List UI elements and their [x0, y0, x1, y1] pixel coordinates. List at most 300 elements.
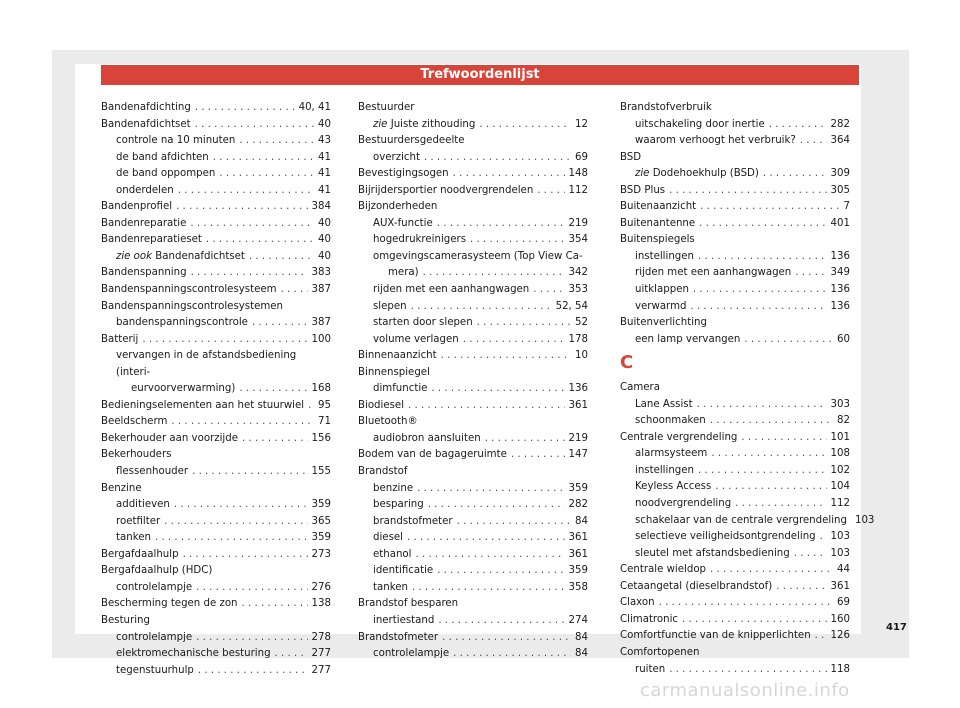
index-heading: Binnenspiegel	[358, 366, 430, 378]
page-ref: 100	[311, 333, 331, 345]
leader-dots	[477, 315, 571, 332]
page-ref: 103	[830, 531, 850, 543]
index-entry	[358, 447, 588, 464]
page-ref: 277	[311, 664, 331, 676]
leader-dots	[195, 100, 295, 117]
index-entry	[358, 497, 588, 514]
page-ref: 277	[311, 648, 331, 660]
leader-dots	[776, 579, 826, 596]
leader-dots	[463, 332, 565, 349]
index-entry	[620, 265, 850, 282]
entry-label: additieven	[116, 499, 170, 511]
index-column-1	[101, 100, 331, 679]
leader-dots	[171, 414, 314, 431]
index-entry	[620, 166, 850, 183]
page-ref: 95	[318, 399, 331, 411]
entry-label: Climatronic	[620, 613, 679, 625]
entry-label: Bekerhouder aan voorzijde	[101, 432, 238, 444]
entry-label: Buitenaanzicht	[620, 201, 697, 213]
entry-label: mera)	[388, 267, 419, 279]
index-entry	[358, 381, 588, 398]
leader-dots	[198, 663, 308, 680]
index-entry	[101, 663, 331, 680]
entry-label: Bescherming tegen de zon	[101, 598, 238, 610]
index-heading: Brandstof	[358, 466, 408, 478]
entry-label: BSD Plus	[620, 184, 666, 196]
index-entry	[620, 595, 850, 612]
page-ref: 44	[837, 564, 850, 576]
page-ref: 103	[830, 547, 850, 559]
page-ref: 309	[830, 168, 850, 180]
entry-label: sleutel met afstandsbediening	[635, 547, 790, 559]
page-ref: 102	[830, 464, 850, 476]
entry-label: Cetaangetal (dieselbrandstof)	[620, 580, 773, 592]
leader-dots	[479, 117, 571, 134]
entry-label: ethanol	[373, 548, 412, 560]
entry-label: roetfilter	[116, 515, 161, 527]
entry-label: identificatie	[373, 565, 434, 577]
entry-label: instellingen	[635, 250, 694, 262]
entry-label: Centrale wieldop	[620, 564, 707, 576]
leader-dots	[485, 431, 565, 448]
index-entry	[101, 332, 331, 349]
page-ref: 342	[568, 267, 588, 279]
leader-dots	[249, 249, 314, 266]
entry-label: controlelampje	[116, 631, 193, 643]
index-entry	[358, 183, 588, 200]
leader-dots	[710, 413, 833, 430]
page-ref: 10	[575, 350, 588, 362]
leader-dots	[699, 216, 826, 233]
page-ref: 126	[830, 630, 850, 642]
page-ref: 136	[830, 250, 850, 262]
leader-dots	[242, 431, 308, 448]
entry-label: controle na 10 minuten	[116, 135, 236, 147]
entry-label: Bandenreparatie	[101, 217, 187, 229]
entry-label: waarom verhoogt het verbruik?	[635, 135, 796, 147]
index-entry	[620, 117, 850, 134]
page-ref: 148	[568, 168, 588, 180]
index-heading: Benzine	[101, 482, 142, 494]
index-heading: Besturing	[101, 614, 150, 626]
entry-label: verwarmd	[635, 300, 687, 312]
section-letter: C	[620, 352, 634, 374]
page-ref: 40	[318, 217, 331, 229]
index-entry	[358, 646, 588, 663]
index-entry	[101, 464, 331, 481]
leader-dots	[164, 514, 307, 531]
index-entry	[358, 282, 588, 299]
leader-dots	[700, 199, 839, 216]
watermark: carmanualsonline.info	[640, 680, 850, 701]
page-ref: 40	[318, 250, 331, 262]
leader-dots	[698, 463, 827, 480]
page-ref: 155	[311, 466, 331, 478]
see-also-prefix: zie ook	[116, 250, 153, 262]
entry-label: audiobron aansluiten	[373, 432, 481, 444]
leader-dots	[190, 216, 314, 233]
page-ref: 273	[311, 548, 331, 560]
entry-label: noodvergrendeling	[635, 498, 732, 510]
index-entry	[358, 166, 588, 183]
leader-dots	[698, 249, 827, 266]
index-entry	[101, 282, 331, 299]
leader-dots	[533, 282, 564, 299]
index-entry	[358, 481, 588, 498]
index-entry	[101, 431, 331, 448]
leader-dots	[275, 646, 308, 663]
entry-label: de band afdichten	[116, 151, 209, 163]
page-ref: 156	[311, 432, 331, 444]
leader-dots	[423, 265, 565, 282]
index-entry	[620, 332, 850, 349]
entry-label: rijden met een aanhangwagen	[373, 284, 530, 296]
leader-dots	[191, 265, 308, 282]
leader-dots	[183, 547, 308, 564]
index-entry	[358, 580, 588, 597]
index-entry	[358, 117, 588, 134]
entry-label: Biodiesel	[358, 399, 405, 411]
page-ref: 361	[568, 548, 588, 560]
leader-dots	[415, 547, 564, 564]
page-ref: 160	[830, 613, 850, 625]
entry-label: Buitenantenne	[620, 217, 696, 229]
leader-dots	[213, 150, 314, 167]
page-ref: 118	[830, 663, 850, 675]
page-ref: 60	[837, 333, 850, 345]
leader-dots	[794, 546, 827, 563]
index-entry	[101, 414, 331, 431]
entry-label: starten door slepen	[373, 317, 473, 329]
index-heading: Camera	[620, 382, 660, 394]
entry-label: elektromechanische besturing	[116, 648, 271, 660]
leader-dots	[511, 447, 565, 464]
index-entry	[358, 299, 588, 316]
page-ref: 7	[843, 201, 850, 213]
leader-dots	[711, 446, 826, 463]
leader-dots	[176, 199, 307, 216]
page-ref: 69	[575, 151, 588, 163]
entry-label: dimfunctie	[373, 383, 428, 395]
page-ref: 282	[830, 118, 850, 130]
index-entry	[620, 430, 850, 447]
leader-dots	[715, 479, 826, 496]
leader-dots	[206, 232, 314, 249]
index-entry-continuation	[358, 265, 588, 282]
index-entry	[101, 596, 331, 613]
leader-dots	[710, 562, 833, 579]
index-entry	[620, 463, 850, 480]
entry-label: alarmsysteem	[635, 448, 708, 460]
index-entry	[101, 630, 331, 647]
index-entry	[620, 183, 850, 200]
index-heading: Comfortopenen	[620, 646, 700, 658]
leader-dots	[407, 530, 565, 547]
page-ref: 104	[830, 481, 850, 493]
entry-label: Bevestigingsogen	[358, 168, 449, 180]
page-ref: 358	[568, 581, 588, 593]
leader-dots	[196, 580, 307, 597]
leader-dots	[815, 628, 827, 645]
leader-dots	[178, 183, 314, 200]
entry-label: Claxon	[620, 597, 655, 609]
index-entry	[620, 282, 850, 299]
leader-dots	[659, 595, 833, 612]
leader-dots	[308, 398, 314, 415]
index-entry	[620, 662, 850, 679]
leader-dots	[431, 381, 564, 398]
entry-label: rijden met een aanhangwagen	[635, 267, 792, 279]
index-entry	[358, 514, 588, 531]
entry-label: zie ook Bandenafdichtset	[116, 250, 245, 262]
index-entry	[620, 496, 850, 513]
index-entry-wrapped: vervangen in de afstandsbediening (interi-	[116, 350, 297, 378]
page-ref: 138	[311, 598, 331, 610]
index-entry	[101, 398, 331, 415]
leader-dots	[174, 497, 308, 514]
index-entry	[358, 348, 588, 365]
page-ref: 384	[311, 201, 331, 213]
page-ref: 136	[568, 383, 588, 395]
page-ref: 276	[311, 581, 331, 593]
entry-label: uitklappen	[635, 284, 689, 296]
index-entry	[358, 332, 588, 349]
index-entry	[620, 133, 850, 150]
leader-dots	[281, 282, 308, 299]
page-ref: 305	[830, 184, 850, 196]
index-heading: Buitenspiegels	[620, 234, 695, 246]
entry-label: Binnenaanzicht	[358, 350, 437, 362]
page-ref: 52	[575, 317, 588, 329]
index-entry	[101, 580, 331, 597]
index-heading: Bestuurder	[358, 102, 415, 113]
page-ref: 383	[311, 267, 331, 279]
leader-dots	[744, 332, 833, 349]
page-ref: 359	[568, 482, 588, 494]
index-entry	[358, 563, 588, 580]
leader-dots	[252, 315, 308, 332]
leader-dots	[693, 282, 827, 299]
leader-dots	[437, 563, 564, 580]
entry-label: Bandenprofiel	[101, 201, 173, 213]
entry-label: AUX-functie	[373, 217, 433, 229]
index-entry	[101, 497, 331, 514]
leader-dots	[142, 332, 307, 349]
index-entry	[101, 249, 331, 266]
page-number: 417	[886, 622, 907, 633]
leader-dots	[196, 630, 307, 647]
page-ref: 71	[318, 416, 331, 428]
page-ref: 84	[575, 515, 588, 527]
page-ref: 361	[568, 399, 588, 411]
entry-label: flessenhouder	[116, 466, 189, 478]
index-heading: Bergafdaalhulp (HDC)	[101, 565, 213, 577]
index-entry	[101, 166, 331, 183]
index-entry	[620, 479, 850, 496]
index-entry	[358, 547, 588, 564]
entry-label: Beeldscherm	[101, 416, 168, 428]
entry-label: een lamp vervangen	[635, 333, 741, 345]
leader-dots	[453, 646, 571, 663]
leader-dots	[424, 150, 571, 167]
page-ref: 359	[311, 499, 331, 511]
entry-label: eurvoorverwarming)	[131, 383, 236, 395]
entry-label: hogedrukreinigers	[373, 234, 467, 246]
index-entry	[620, 579, 850, 596]
index-entry	[358, 216, 588, 233]
leader-dots	[242, 596, 308, 613]
leader-dots	[239, 133, 314, 150]
index-entry	[101, 265, 331, 282]
index-entry	[358, 398, 588, 415]
entry-label: tanken	[116, 532, 151, 544]
page-ref: 364	[830, 135, 850, 147]
page-ref: 112	[568, 184, 588, 196]
entry-label: zie Juiste zithouding	[373, 118, 476, 130]
page-ref: 219	[568, 217, 588, 229]
index-entry	[620, 397, 850, 414]
index-column-3	[620, 100, 875, 678]
index-entry	[101, 133, 331, 150]
page-ref: 41	[318, 168, 331, 180]
leader-dots	[470, 232, 565, 249]
leader-dots	[537, 183, 564, 200]
index-heading: Buitenverlichting	[620, 317, 707, 329]
leader-dots	[441, 348, 571, 365]
index-entry	[620, 216, 850, 233]
index-entry	[620, 562, 850, 579]
leader-dots	[219, 166, 314, 183]
index-entry	[358, 150, 588, 167]
leader-dots	[239, 381, 307, 398]
page-ref: 41	[318, 151, 331, 163]
leader-dots	[428, 497, 565, 514]
entry-label: besparing	[373, 499, 424, 511]
index-heading: Bijzonderheden	[358, 201, 438, 213]
entry-label: bandenspanningscontrole	[116, 317, 248, 329]
entry-label: overzicht	[373, 151, 420, 163]
page-ref: 108	[830, 448, 850, 460]
index-heading: Brandstofverbruik	[620, 102, 712, 113]
page-ref: 303	[830, 398, 850, 410]
leader-dots	[192, 464, 307, 481]
entry-label: de band oppompen	[116, 168, 216, 180]
index-entry	[358, 315, 588, 332]
index-entry	[101, 646, 331, 663]
page-ref: 359	[311, 532, 331, 544]
index-entry	[101, 199, 331, 216]
index-heading: Bluetooth®	[358, 416, 418, 428]
leader-dots	[417, 481, 564, 498]
index-heading: BSD	[620, 151, 642, 163]
entry-label: uitschakeling door inertie	[635, 118, 765, 130]
index-entry	[101, 117, 331, 134]
page-ref: 219	[568, 432, 588, 444]
index-entry	[620, 612, 850, 629]
index-heading: Bekerhouders	[101, 449, 172, 461]
page-ref: 147	[568, 449, 588, 461]
leader-dots	[741, 430, 826, 447]
index-entry	[620, 413, 850, 430]
entry-label: benzine	[373, 482, 414, 494]
index-entry	[101, 530, 331, 547]
entry-label: onderdelen	[116, 184, 174, 196]
page-ref: 401	[830, 217, 850, 229]
index-entry	[620, 546, 850, 563]
index-entry	[358, 530, 588, 547]
entry-label: controlelampje	[373, 648, 450, 660]
index-heading: Bestuurdersgedeelte	[358, 135, 465, 147]
index-entry	[620, 446, 850, 463]
index-entry	[620, 299, 850, 316]
index-entry	[358, 232, 588, 249]
entry-label: brandstofmeter	[373, 515, 453, 527]
page-ref: 40	[318, 118, 331, 130]
leader-dots	[769, 117, 827, 134]
page-ref: 365	[311, 515, 331, 527]
page-ref: 387	[311, 317, 331, 329]
see-also-prefix: zie	[635, 168, 650, 180]
page-ref: 112	[830, 498, 850, 510]
index-entry	[101, 216, 331, 233]
entry-label: volume verlagen	[373, 333, 459, 345]
page-ref: 40	[318, 234, 331, 246]
page-ref: 82	[837, 415, 850, 427]
entry-label: Centrale vergrendeling	[620, 431, 738, 443]
index-entry	[620, 199, 850, 216]
leader-dots	[690, 299, 826, 316]
page-ref: 101	[830, 431, 850, 443]
entry-label: Bedieningselementen aan het stuurwiel	[101, 399, 305, 411]
page-ref: 103	[854, 514, 875, 526]
page-ref: 69	[837, 597, 850, 609]
entry-label: ruiten	[635, 663, 666, 675]
leader-dots	[438, 613, 564, 630]
index-entry	[358, 431, 588, 448]
index-heading: Bandenspanningscontrolesystemen	[101, 300, 284, 312]
leader-dots	[195, 117, 314, 134]
entry-label: zie Dodehoekhulp (BSD)	[635, 168, 759, 180]
index-entry	[620, 628, 850, 645]
index-entry	[101, 100, 331, 117]
page-ref: 349	[830, 267, 850, 279]
leader-dots	[697, 397, 827, 414]
index-entry	[620, 513, 875, 530]
index-entry	[101, 232, 331, 249]
page-ref: 178	[568, 333, 588, 345]
entry-label: Bandenafdichtset	[101, 118, 191, 130]
entry-label: tegenstuurhulp	[116, 664, 194, 676]
entry-label: inertiestand	[373, 614, 435, 626]
entry-label: Bandenspanningscontrolesysteem	[101, 284, 277, 296]
page-ref: 43	[318, 135, 331, 147]
entry-label: controlelampje	[116, 581, 193, 593]
index-column-2	[358, 100, 588, 663]
leader-dots	[155, 530, 308, 547]
leader-dots	[763, 166, 827, 183]
entry-label: slepen	[373, 300, 407, 312]
entry-label: Bergafdaalhulp	[101, 548, 179, 560]
page-ref: 361	[830, 580, 850, 592]
entry-label: Bodem van de bagageruimte	[358, 449, 507, 461]
entry-label: Brandstofmeter	[358, 631, 439, 643]
page-ref: 282	[568, 499, 588, 511]
see-also-prefix: zie	[373, 118, 388, 130]
entry-label: schakelaar van de centrale vergrendeling	[635, 514, 847, 526]
entry-label: selectieve veiligheidsontgrendeling	[635, 531, 816, 543]
page-ref: 52, 54	[555, 300, 588, 312]
index-entry	[358, 630, 588, 647]
